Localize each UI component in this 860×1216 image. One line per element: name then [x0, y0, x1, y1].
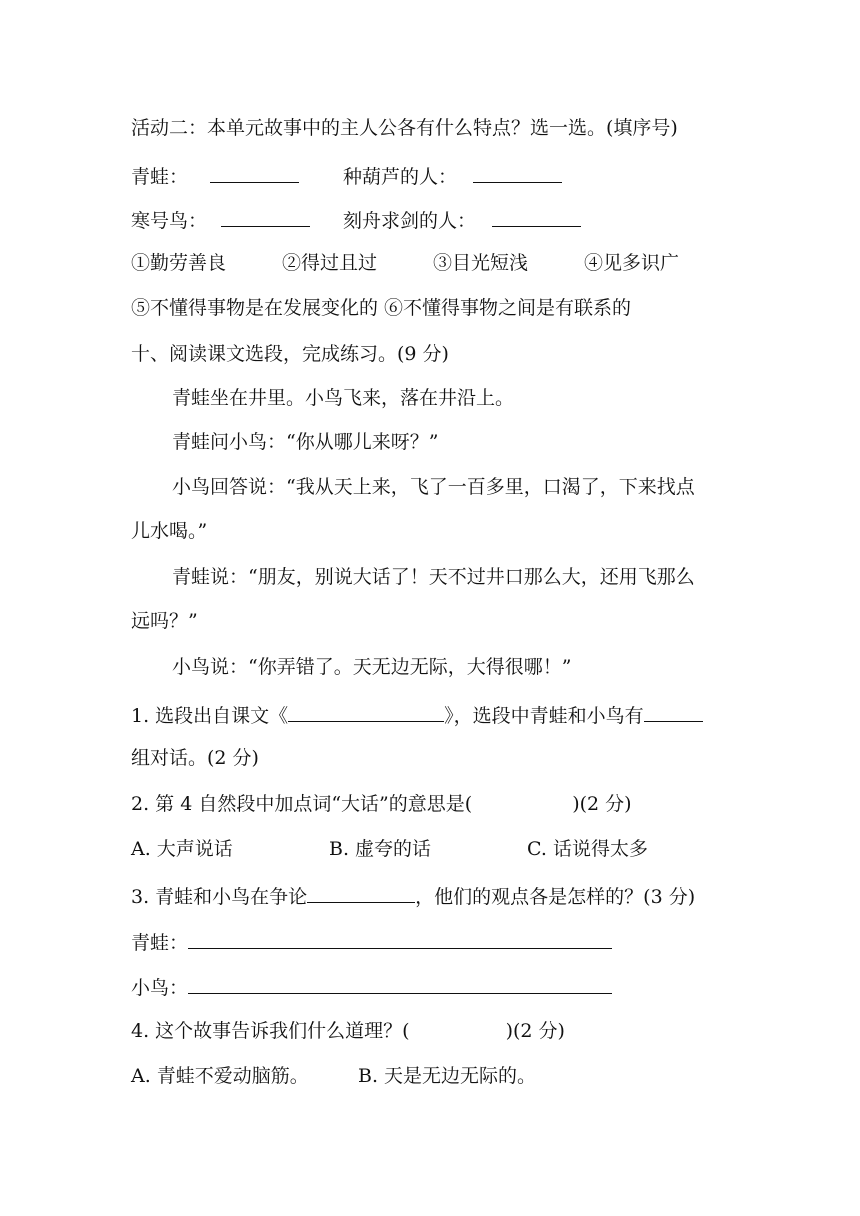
hanhao-bird-label: 寒号鸟： — [131, 210, 208, 232]
question-2 — [131, 791, 632, 817]
gourd-man-answer-blank[interactable] — [473, 162, 562, 183]
question-1-text-b: 》，选段中青蛙和小鸟有 — [444, 705, 644, 727]
activity2-row1-right — [343, 162, 562, 190]
question-2-option-c: C. 话说得太多 — [527, 838, 648, 860]
lesson-title-blank[interactable] — [288, 701, 444, 722]
frog-view-blank[interactable] — [188, 928, 612, 949]
question-2-option-a: A. 大声说话 — [131, 838, 233, 860]
activity2-row1-left — [131, 162, 299, 190]
question-2-option-b: B. 虚夸的话 — [329, 838, 432, 860]
frog-answer-blank[interactable] — [210, 162, 299, 183]
section10-title: 十、阅读课文选段，完成练习。(9 分) — [131, 343, 449, 365]
option-4: ④见多识广 — [584, 252, 680, 274]
gourd-man-label: 种葫芦的人： — [343, 166, 458, 188]
question-1-line1 — [131, 701, 703, 729]
bird-view-blank[interactable] — [188, 973, 612, 994]
boat-sword-man-label: 刻舟求剑的人： — [343, 210, 477, 232]
question-4-option-b: B. 天是无边无际的。 — [358, 1065, 537, 1087]
frog-label: 青蛙： — [131, 166, 189, 188]
passage-paragraph-4-line1: 青蛙说：“朋友，别说大话了！天不过井口那么大，还用飞那么 — [172, 566, 695, 588]
question-4-option-a: A. 青蛙不爱动脑筋。 — [131, 1065, 309, 1087]
passage-paragraph-5: 小鸟说：“你弄错了。天无边无际，大得很哪！” — [172, 656, 572, 678]
boat-sword-man-answer-blank[interactable] — [492, 206, 581, 227]
question-3 — [131, 882, 695, 910]
passage-paragraph-3-line1: 小鸟回答说：“我从天上来，飞了一百多里，口渴了，下来找点 — [172, 476, 695, 498]
activity2-row2-left — [131, 206, 310, 234]
passage-paragraph-1: 青蛙坐在井里。小鸟飞来，落在井沿上。 — [172, 387, 515, 409]
passage-paragraph-4-line2: 远吗？” — [131, 610, 198, 632]
activity2-row2-right — [343, 206, 581, 234]
option-3: ③目光短浅 — [433, 252, 529, 274]
debate-topic-blank[interactable] — [307, 882, 415, 903]
dialogue-count-blank[interactable] — [644, 701, 703, 722]
question-4-text-b: )(2 分) — [505, 1020, 565, 1042]
passage-paragraph-3-line2: 儿水喝。” — [131, 520, 208, 542]
question-4 — [131, 1018, 565, 1044]
question-3-bird-line — [131, 973, 612, 1001]
frog-view-label: 青蛙： — [131, 932, 189, 954]
passage-paragraph-2: 青蛙问小鸟：“你从哪儿来呀？” — [172, 431, 439, 453]
question-3-frog-line — [131, 928, 612, 956]
question-2-text-b: )(2 分) — [572, 793, 632, 815]
question-1-text-a: 1. 选段出自课文《 — [131, 705, 289, 727]
bird-view-label: 小鸟： — [131, 977, 189, 999]
question-3-text-b: ，他们的观点各是怎样的？(3 分) — [415, 886, 696, 908]
option-2: ②得过且过 — [282, 252, 378, 274]
question-1-line2: 组对话。(2 分) — [131, 747, 259, 769]
option-1: ①勤劳善良 — [131, 252, 227, 274]
question-4-text-a: 4. 这个故事告诉我们什么道理？( — [131, 1020, 410, 1042]
hanhao-bird-answer-blank[interactable] — [221, 206, 310, 227]
options-5-6: ⑤不懂得事物是在发展变化的 ⑥不懂得事物之间是有联系的 — [131, 297, 632, 319]
question-3-text-a: 3. 青蛙和小鸟在争论 — [131, 886, 308, 908]
activity2-title: 活动二：本单元故事中的主人公各有什么特点？选一选。(填序号) — [131, 117, 678, 139]
question-2-text-a: 2. 第 4 自然段中加点词“大话”的意思是( — [131, 793, 473, 815]
